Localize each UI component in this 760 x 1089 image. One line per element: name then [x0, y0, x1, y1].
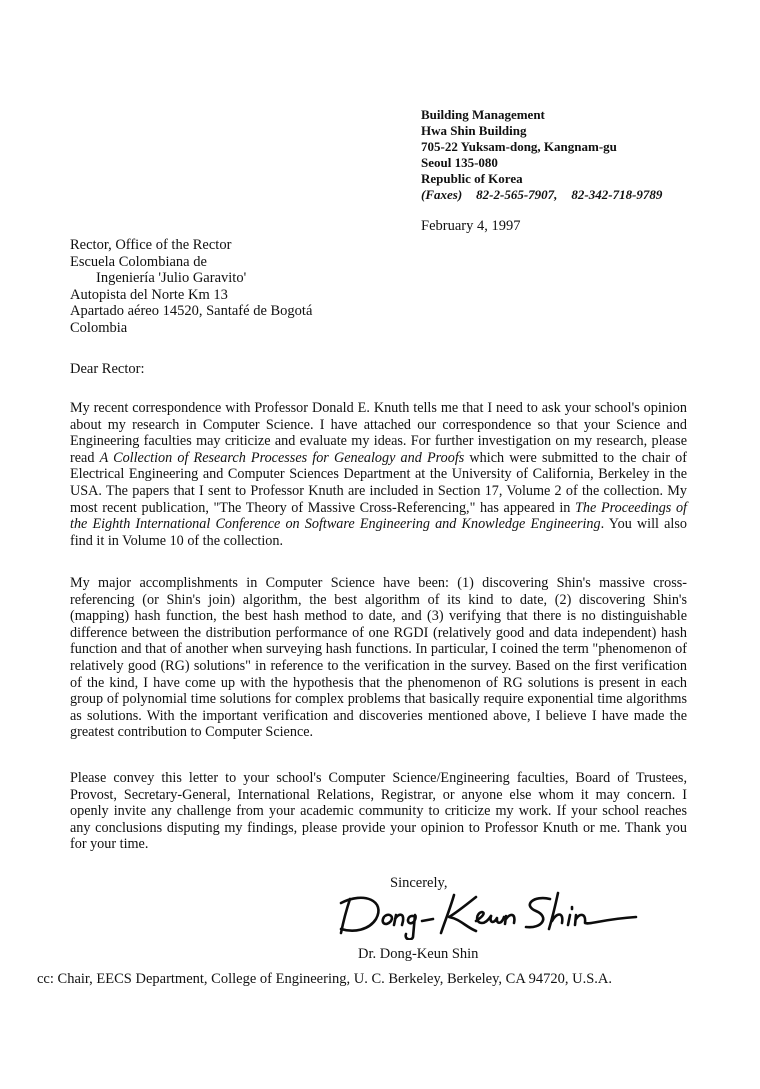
paragraph-text: which were submitted to the chair of Electrical Engineering and Computer Sciences Department at the University of California, Berkeley in the USA. The papers that I sent to Professor Knuth are included in Section 17, Volume 2 of the collection. My most recent publication, "The Theory of Massive Cross-Referencing," has appeared in [70, 449, 687, 516]
closing: Sincerely, [390, 875, 448, 891]
fax-number: 82-342-718-9789 [571, 187, 663, 202]
letter-date: February 4, 1997 [421, 218, 521, 234]
recipient-line: Escuela Colombiana de [70, 253, 207, 270]
sender-line: Hwa Shin Building [421, 123, 527, 138]
recipient-line: Ingeniería 'Julio Garavito' [96, 270, 247, 287]
paragraph-text: My recent correspondence with Professor Donald E. Knuth tells me that I need to ask your school's opinion about my research in Computer Science. I have attached our correspondence so that your Science and Engineering faculties may criticize and evaluate my ideas. For further investigation on my research, please read [70, 400, 687, 466]
signer-name: Dr. Dong-Keun Shin [358, 946, 479, 962]
fax-label: (Faxes) [421, 187, 463, 202]
sender-line: Republic of Korea [421, 171, 523, 186]
sender-line: Building Management [421, 107, 545, 122]
body-paragraph-2: My major accomplishments in Computer Science have been: (1) discovering Shin's massive cross-referencing (or Shin's join) algorithm, the best algorithm of its kind to date, (2) discovering Shin's (mapping) hash function, the best hash method to date, and (3) verifying that there is no distinguishable difference between the distribution performance of one RGDI (relatively good and data independent) hash function and that of another when surveying hash functions. In particular, I coined the term "phenomenon of relatively good (RG) solutions" in reference to the verification in the survey. Based on the first verification of the kind, I have come up with the hypothesis that the phenomenon of RG solutions is present in each group of polynomial time solutions for complex problems that basically require exponential time algorithms as solutions. With the important verification and discoveries mentioned above, I believe I have made the greatest contribution to Computer Science. [70, 575, 687, 741]
body-paragraph-3: Please convey this letter to your school's Computer Science/Engineering faculties, Board of Trustees, Provost, Secretary-General, International Relations, Registrar, or anyone else whom it may concern. I openly invite any challenge from your academic community to criticize my work. If your school reaches any conclusions disputing my findings, please provide your opinion to Professor Knuth or me. Thank you for your time. [70, 770, 687, 853]
sender-line: 705-22 Yuksam-dong, Kangnam-gu [421, 139, 617, 154]
recipient-address-block [70, 237, 312, 337]
handwritten-signature [336, 885, 646, 940]
proceedings-title: The Proceedings of the Eighth International Conference on Software Engineering and Knowledge Engineering [70, 499, 687, 533]
cc-line: cc: Chair, EECS Department, College of Engineering, U. C. Berkeley, Berkeley, CA 94720, U.S.A. [37, 971, 613, 987]
recipient-line: Autopista del Norte Km 13 [70, 286, 228, 303]
salutation: Dear Rector: [70, 361, 145, 377]
collection-title: A Collection of Research Processes for Genealogy and Proofs [99, 449, 465, 466]
paragraph-text: . You will also find it in Volume 10 of the collection. [70, 516, 687, 549]
sender-address-block [421, 107, 662, 203]
recipient-line: Rector, Office of the Rector [70, 237, 232, 253]
fax-number: 82-2-565-7907, [476, 187, 558, 202]
recipient-line: Colombia [70, 319, 128, 336]
recipient-line: Apartado aéreo 14520, Santafé de Bogotá [70, 303, 313, 320]
body-paragraph-1 [70, 400, 687, 549]
sender-line: Seoul 135-080 [421, 155, 498, 170]
sender-fax-line [421, 187, 662, 203]
